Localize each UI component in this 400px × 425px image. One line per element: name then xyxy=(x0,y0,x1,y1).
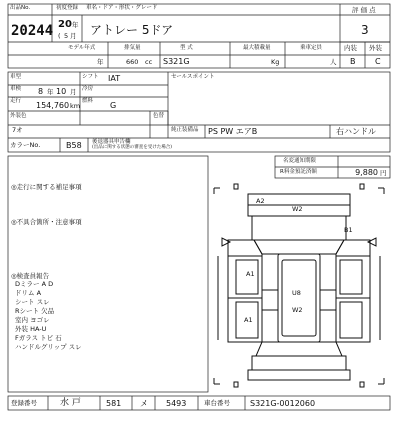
color-code-value: B58 xyxy=(66,141,82,150)
plate-kana: メ xyxy=(140,399,148,408)
lot-label: 出品No. xyxy=(10,5,31,11)
supplement-label: ◎走行に関する補足事項 xyxy=(11,183,82,191)
inspector-item: ハンドルグリップ スレ xyxy=(15,343,82,351)
lot-number: 20244 xyxy=(11,23,54,39)
damage-mark: B1 xyxy=(344,226,353,234)
recycle-amount-unit: 円 xyxy=(380,169,387,177)
max-load-unit: Kg xyxy=(271,58,280,66)
damage-mark: A1 xyxy=(246,270,255,278)
capacity-unit: 人 xyxy=(330,58,337,66)
shift-label: シフト xyxy=(82,74,99,80)
displacement-label: 排気量 xyxy=(124,45,141,51)
reg-month-paren: ( xyxy=(58,32,61,40)
interior-label: 内装 xyxy=(344,44,357,52)
model-label: 型 式 xyxy=(180,45,193,51)
model-label: 車名・ドア・形状・グレード xyxy=(86,5,158,11)
inspector-item: シート スレ xyxy=(15,298,50,306)
model-type-label: モデル年式 xyxy=(68,45,96,51)
inspection-year-unit: 年 xyxy=(47,88,54,96)
fuel-value: G xyxy=(110,101,117,110)
recycle-deposit-label: 名変通知期限 xyxy=(283,158,317,164)
recycle-label: 後退器具申告欄 xyxy=(92,139,131,145)
damage-mark: A2 xyxy=(256,197,265,205)
inspection-label: 車検 xyxy=(10,86,22,92)
shift-value: IAT xyxy=(108,74,121,83)
vehicle-damage-diagram xyxy=(208,180,390,392)
inspector-item: 室内 ヨゴレ xyxy=(15,316,50,324)
interior-grade: B xyxy=(350,57,356,66)
color-value: 7オ xyxy=(12,126,23,134)
recycle-amount: 9,880 xyxy=(355,168,378,177)
damage-mark: A1 xyxy=(244,316,253,324)
inspector-item: Rシート 欠品 xyxy=(15,307,55,315)
inspector-item: Dミラー A D xyxy=(15,280,54,288)
mileage-unit: km xyxy=(70,102,81,110)
color-code-label: カラーNo. xyxy=(10,141,41,149)
damage-mark: U8 xyxy=(292,289,301,297)
body-type-label: 車型 xyxy=(10,74,22,80)
chassis-number: S321G-0012060 xyxy=(250,399,316,408)
chassis-label: 車台番号 xyxy=(204,399,230,407)
reg-month: 5 xyxy=(64,32,69,40)
displacement-value: 660 xyxy=(126,58,139,66)
plate-number: 5493 xyxy=(166,399,187,408)
color-label: 外装色 xyxy=(10,113,27,119)
color-change-label: 色替 xyxy=(153,113,165,119)
exterior-label: 外装 xyxy=(369,44,382,52)
recycle-amount-label: R料金預託済額 xyxy=(280,169,317,175)
sales-point-label: セールスポイント xyxy=(171,74,215,80)
reg-label: 初度登録 xyxy=(56,5,79,11)
plate-class: 581 xyxy=(106,399,122,408)
reg-month-unit: 月 xyxy=(70,32,77,40)
inspection-year: 8 xyxy=(38,87,44,96)
reg-year: 20 xyxy=(58,19,72,30)
model-year-unit: 年 xyxy=(97,58,104,66)
reg-number-label: 登録番号 xyxy=(11,399,37,407)
recycle-sub: (出品に関する状態の審査を受けた場合) xyxy=(92,145,173,150)
exterior-grade: C xyxy=(375,57,381,66)
reg-year-unit: 年 xyxy=(72,21,79,29)
damage-mark: W2 xyxy=(292,306,303,314)
fuel-label: 燃料 xyxy=(82,98,94,104)
defect-label: ◎不具合箇所・注意事項 xyxy=(11,218,82,226)
equipment-value: PS PW エアB xyxy=(208,127,258,136)
inspector-item: ドリム A xyxy=(15,289,42,297)
score-value: 3 xyxy=(361,23,369,37)
handle-value: 右ハンドル xyxy=(336,127,376,136)
inspection-month-unit: 月 xyxy=(70,88,77,96)
inspection-month: 10 xyxy=(56,87,67,96)
max-load-label: 最大積載量 xyxy=(243,45,271,51)
inspector-item: Fガラス トビ 石 xyxy=(15,334,62,342)
capacity-label: 乗車定員 xyxy=(300,45,323,51)
mileage-label: 走行 xyxy=(10,98,22,104)
plate-region: 水 戸 xyxy=(60,398,81,408)
inspector-items xyxy=(15,281,82,353)
equipment-label: 純正装備品 xyxy=(171,127,199,133)
car-name: アトレー 5ドア xyxy=(90,23,174,37)
model-code: S321G xyxy=(163,57,190,66)
displacement-unit: cc xyxy=(145,58,153,66)
score-label: 評 価 点 xyxy=(352,6,376,14)
inspector-label: ◎検査員報告 xyxy=(11,272,50,280)
damage-mark: W2 xyxy=(292,205,303,213)
ac-label: 冷房 xyxy=(82,86,94,92)
mileage-value: 154,760 xyxy=(36,101,70,110)
inspector-item: 外装 HA-U xyxy=(15,325,47,333)
